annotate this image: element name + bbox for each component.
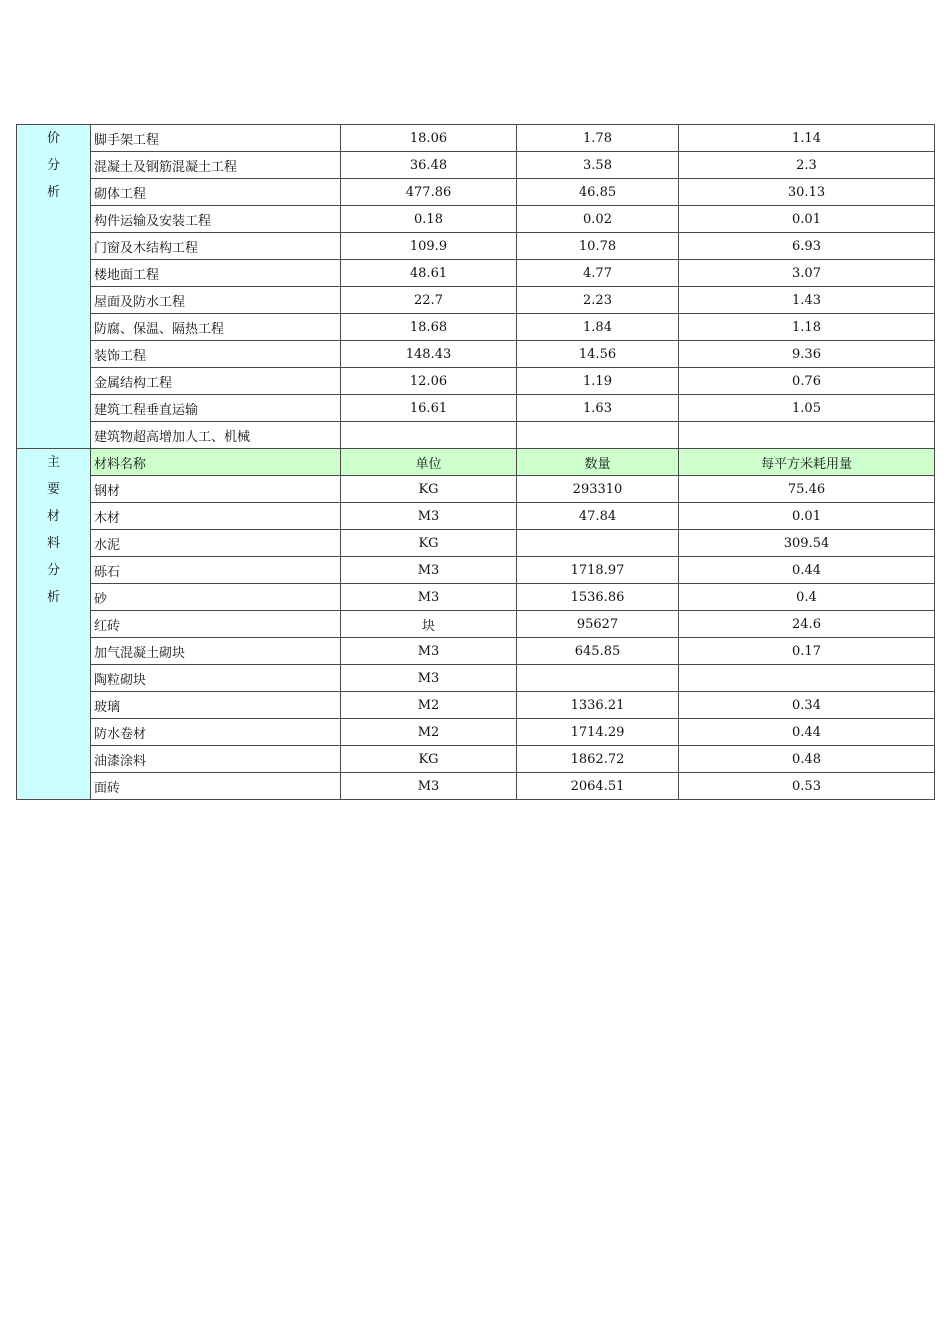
cell-c1: 0.18: [341, 206, 517, 233]
cell-c3: 0.53: [679, 773, 935, 800]
cell-c2: 1.78: [517, 125, 679, 152]
table-row: [17, 395, 935, 422]
table-row: [17, 611, 935, 638]
side-label-char: 分: [46, 563, 60, 578]
cell-c3: 0.44: [679, 557, 935, 584]
cell-name: 砌体工程: [91, 179, 341, 206]
table-row: [17, 476, 935, 503]
cell-name: 门窗及木结构工程: [91, 233, 341, 260]
cell-name: 建筑工程垂直运输: [91, 395, 341, 422]
cell-c1: M2: [341, 692, 517, 719]
cell-c2: 1.84: [517, 314, 679, 341]
cell-c3: 0.4: [679, 584, 935, 611]
cell-c1: M2: [341, 719, 517, 746]
cell-c1: 16.61: [341, 395, 517, 422]
side-label-char: 料: [46, 536, 60, 551]
table-row: [17, 584, 935, 611]
cell-c3: 1.14: [679, 125, 935, 152]
cell-c3: 0.76: [679, 368, 935, 395]
cell-c2: 10.78: [517, 233, 679, 260]
table-row: [17, 368, 935, 395]
cell-c3: 0.01: [679, 206, 935, 233]
materials-analysis-side-label-text: [17, 449, 90, 611]
table-row: [17, 314, 935, 341]
cell-c2: 14.56: [517, 341, 679, 368]
cell-c3: 1.05: [679, 395, 935, 422]
cell-name: 金属结构工程: [91, 368, 341, 395]
cell-c3: [679, 665, 935, 692]
cell-c1: M3: [341, 584, 517, 611]
table-row: [17, 233, 935, 260]
table-row: [17, 746, 935, 773]
cell-name: 水泥: [91, 530, 341, 557]
cell-c2: 1718.97: [517, 557, 679, 584]
cell-c3: 1.43: [679, 287, 935, 314]
cell-c3: 6.93: [679, 233, 935, 260]
table-row: [17, 125, 935, 152]
header-cell-c2: 数量: [517, 449, 679, 476]
cell-name: 楼地面工程: [91, 260, 341, 287]
cell-c1: KG: [341, 746, 517, 773]
cell-name: 防水卷材: [91, 719, 341, 746]
table-body: [17, 125, 935, 800]
cell-c1: 块: [341, 611, 517, 638]
cell-c2: 2064.51: [517, 773, 679, 800]
materials-header-row: [17, 449, 935, 476]
cell-c1: 148.43: [341, 341, 517, 368]
cell-c2: 47.84: [517, 503, 679, 530]
cell-c1: 477.86: [341, 179, 517, 206]
cell-c1: 18.68: [341, 314, 517, 341]
cell-c2: 3.58: [517, 152, 679, 179]
cell-name: 陶粒砌块: [91, 665, 341, 692]
cell-name: 玻璃: [91, 692, 341, 719]
cell-name: 加气混凝土砌块: [91, 638, 341, 665]
cell-c2: 645.85: [517, 638, 679, 665]
header-cell-c1: 单位: [341, 449, 517, 476]
cell-c2: 1714.29: [517, 719, 679, 746]
side-label-char: 析: [46, 590, 60, 605]
table-row: [17, 638, 935, 665]
cell-c3: 309.54: [679, 530, 935, 557]
cell-c2: 2.23: [517, 287, 679, 314]
side-label-char: 价: [46, 131, 60, 146]
cell-c3: [679, 422, 935, 449]
cell-c1: KG: [341, 476, 517, 503]
cell-c3: 2.3: [679, 152, 935, 179]
cell-c1: KG: [341, 530, 517, 557]
cell-c2: 1.19: [517, 368, 679, 395]
cell-c1: 18.06: [341, 125, 517, 152]
cell-name: 屋面及防水工程: [91, 287, 341, 314]
price-analysis-side-label-text: [17, 125, 90, 206]
cell-c2: 95627: [517, 611, 679, 638]
cell-c3: 0.48: [679, 746, 935, 773]
cell-c2: 0.02: [517, 206, 679, 233]
table-row: [17, 692, 935, 719]
table-row: [17, 773, 935, 800]
cell-c1: 109.9: [341, 233, 517, 260]
table-row: [17, 179, 935, 206]
cell-c1: [341, 422, 517, 449]
cell-c2: 1862.72: [517, 746, 679, 773]
cell-c2: [517, 422, 679, 449]
cell-name: 构件运输及安装工程: [91, 206, 341, 233]
cell-c1: 22.7: [341, 287, 517, 314]
cell-c1: 36.48: [341, 152, 517, 179]
cell-c1: M3: [341, 557, 517, 584]
cell-c2: 1.63: [517, 395, 679, 422]
side-label-char: 主: [46, 455, 60, 470]
cell-c2: 1536.86: [517, 584, 679, 611]
cell-c3: 0.01: [679, 503, 935, 530]
side-label-char: 析: [46, 185, 60, 200]
cell-name: 木材: [91, 503, 341, 530]
materials-analysis-side-label: [17, 449, 91, 800]
cost-analysis-table: [16, 124, 935, 800]
cell-c1: M3: [341, 503, 517, 530]
table-row: [17, 665, 935, 692]
table-row: [17, 260, 935, 287]
table-row: [17, 287, 935, 314]
cell-name: 装饰工程: [91, 341, 341, 368]
cell-c3: 0.44: [679, 719, 935, 746]
cell-c1: 48.61: [341, 260, 517, 287]
cell-c3: 9.36: [679, 341, 935, 368]
cell-c2: [517, 665, 679, 692]
price-analysis-side-label: [17, 125, 91, 449]
cell-c3: 3.07: [679, 260, 935, 287]
cell-c1: M3: [341, 665, 517, 692]
table-row: [17, 503, 935, 530]
cell-c2: 1336.21: [517, 692, 679, 719]
table-row: [17, 719, 935, 746]
table-row: [17, 152, 935, 179]
cell-name: 建筑物超高增加人工、机械: [91, 422, 341, 449]
cell-c3: 30.13: [679, 179, 935, 206]
cell-c3: 75.46: [679, 476, 935, 503]
cell-c1: 12.06: [341, 368, 517, 395]
cell-name: 面砖: [91, 773, 341, 800]
table-row: [17, 422, 935, 449]
cell-name: 红砖: [91, 611, 341, 638]
table-row: [17, 341, 935, 368]
cell-c3: 0.34: [679, 692, 935, 719]
cell-c3: 24.6: [679, 611, 935, 638]
table-row: [17, 530, 935, 557]
cell-name: 脚手架工程: [91, 125, 341, 152]
cell-name: 钢材: [91, 476, 341, 503]
table-row: [17, 206, 935, 233]
cell-c2: 46.85: [517, 179, 679, 206]
header-cell-c3: 每平方米耗用量: [679, 449, 935, 476]
cell-c3: 0.17: [679, 638, 935, 665]
header-cell-name: 材料名称: [91, 449, 341, 476]
cell-name: 砂: [91, 584, 341, 611]
side-label-char: 分: [46, 158, 60, 173]
side-label-char: 材: [46, 509, 60, 524]
cell-name: 砾石: [91, 557, 341, 584]
cell-c2: 4.77: [517, 260, 679, 287]
cell-c2: 293310: [517, 476, 679, 503]
cell-name: 混凝土及钢筋混凝土工程: [91, 152, 341, 179]
cell-c1: M3: [341, 638, 517, 665]
cell-c1: M3: [341, 773, 517, 800]
cell-c3: 1.18: [679, 314, 935, 341]
table-row: [17, 557, 935, 584]
side-label-char: 要: [46, 482, 60, 497]
cell-name: 油漆涂料: [91, 746, 341, 773]
cell-name: 防腐、保温、隔热工程: [91, 314, 341, 341]
cell-c2: [517, 530, 679, 557]
